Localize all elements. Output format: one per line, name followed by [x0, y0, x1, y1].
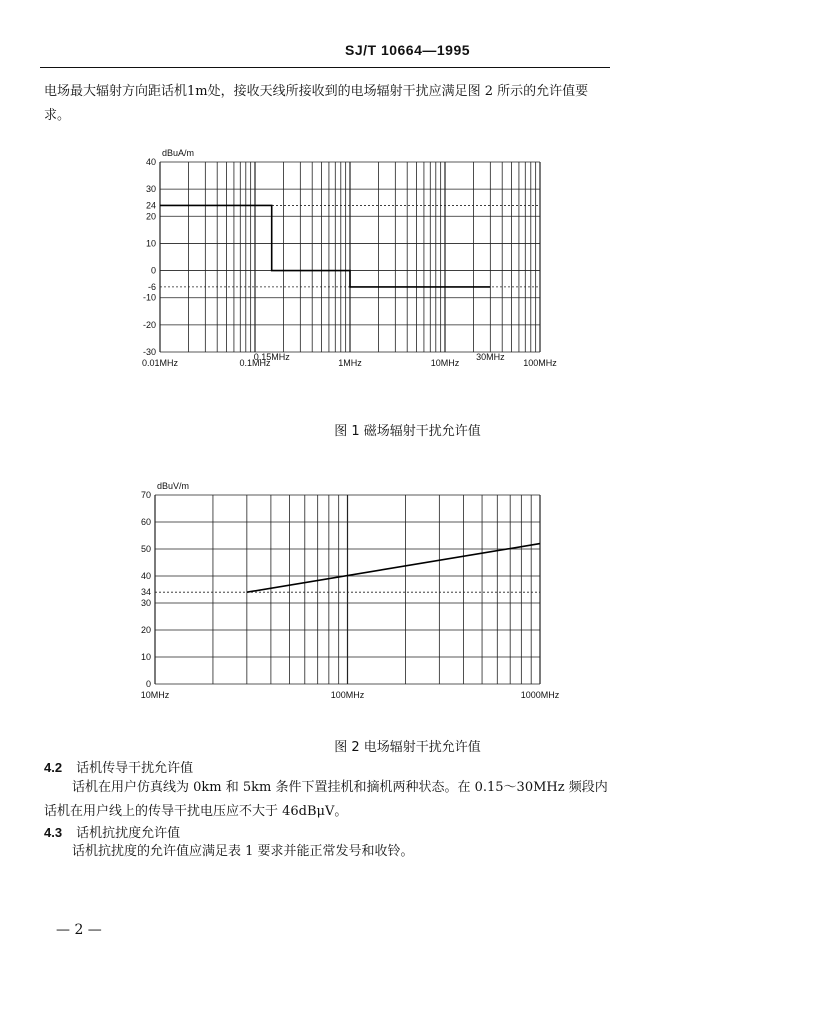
fig2-x-tick-label: 100MHz: [330, 690, 365, 700]
figure1-caption: 图 1 磁场辐射干扰允许值: [334, 424, 481, 439]
fig2-y-tick-label: 70: [140, 490, 151, 500]
section-4-2-title: 话机传导干扰允许值: [76, 761, 194, 776]
fig2-x-tick-label: 1000MHz: [520, 690, 560, 700]
fig1-y-tick-label: -10: [142, 292, 156, 303]
fig1-x-tick-label: 100MHz: [523, 358, 557, 368]
fig1-x-tick-label: 1MHz: [338, 358, 362, 368]
fig1-y-tick-label: 30: [145, 184, 156, 195]
section-4-2-text: 话机在用户仿真线为 0km 和 5km 条件下置挂机和摘机两种状态。在 0.15～30MHz 频段内话机在用户线上的传导干扰电压应不大于 46dBμV。: [44, 780, 608, 819]
fig2-y-axis-label: dBuV/m: [157, 481, 190, 491]
header-rule: [40, 67, 610, 68]
fig1-y-tick-label: 24: [145, 200, 156, 211]
section-4-2-number: 4.2: [44, 760, 63, 775]
fig1-x-tick-label: 30MHz: [476, 352, 505, 362]
section-4-2-heading: [44, 757, 193, 776]
fig1-y-tick-label: 10: [145, 238, 156, 249]
fig2-y-tick-label: 50: [140, 544, 151, 554]
document-code-header: SJ/T 10664—1995: [344, 42, 471, 58]
fig2-y-tick-label: 30: [140, 598, 151, 608]
section-4-3-title: 话机抗扰度允许值: [76, 826, 181, 841]
fig2-y-tick-label: 20: [140, 625, 151, 635]
fig1-y-tick-label: -30: [142, 347, 156, 357]
section-4-3-number: 4.3: [44, 825, 63, 840]
fig1-y-tick-label: 20: [145, 211, 156, 222]
fig1-x-tick-label: 0.15MHz: [253, 352, 290, 362]
fig1-y-axis-label: dBuA/m: [162, 148, 195, 158]
fig2-y-tick-label: 10: [140, 652, 151, 662]
fig1-x-tick-label: 0.1MHz: [239, 358, 271, 368]
intro-paragraph: 电场最大辐射方向距话机1m处，接收天线所接收到的电场辐射干扰应满足图 2 所示的允许值要求。: [44, 84, 589, 123]
fig1-y-tick-label: -20: [142, 319, 156, 330]
page-number: — 2 —: [56, 922, 102, 938]
section-4-3-text: 话机抗扰度的允许值应满足表 1 要求并能正常发号和收铃。: [72, 844, 414, 859]
fig1-x-tick-label: 0.01MHz: [141, 358, 179, 368]
fig1-y-tick-label: 0: [150, 265, 156, 276]
fig2-y-tick-label: 34: [140, 587, 151, 598]
fig2-x-tick-label: 10MHz: [140, 690, 170, 700]
fig1-x-tick-label: 10MHz: [430, 358, 460, 368]
figure2-caption: 图 2 电场辐射干扰允许值: [334, 740, 481, 755]
fig1-y-tick-label: 40: [145, 157, 156, 167]
section-4-3-heading: [44, 822, 180, 841]
fig2-series-limit: [247, 544, 540, 593]
figure2-chart: [0, 460, 815, 720]
fig2-y-tick-label: 0: [145, 679, 151, 689]
fig2-y-tick-label: 60: [140, 517, 151, 527]
fig1-y-tick-label: -6: [147, 281, 156, 292]
fig2-y-tick-label: 40: [140, 571, 151, 581]
